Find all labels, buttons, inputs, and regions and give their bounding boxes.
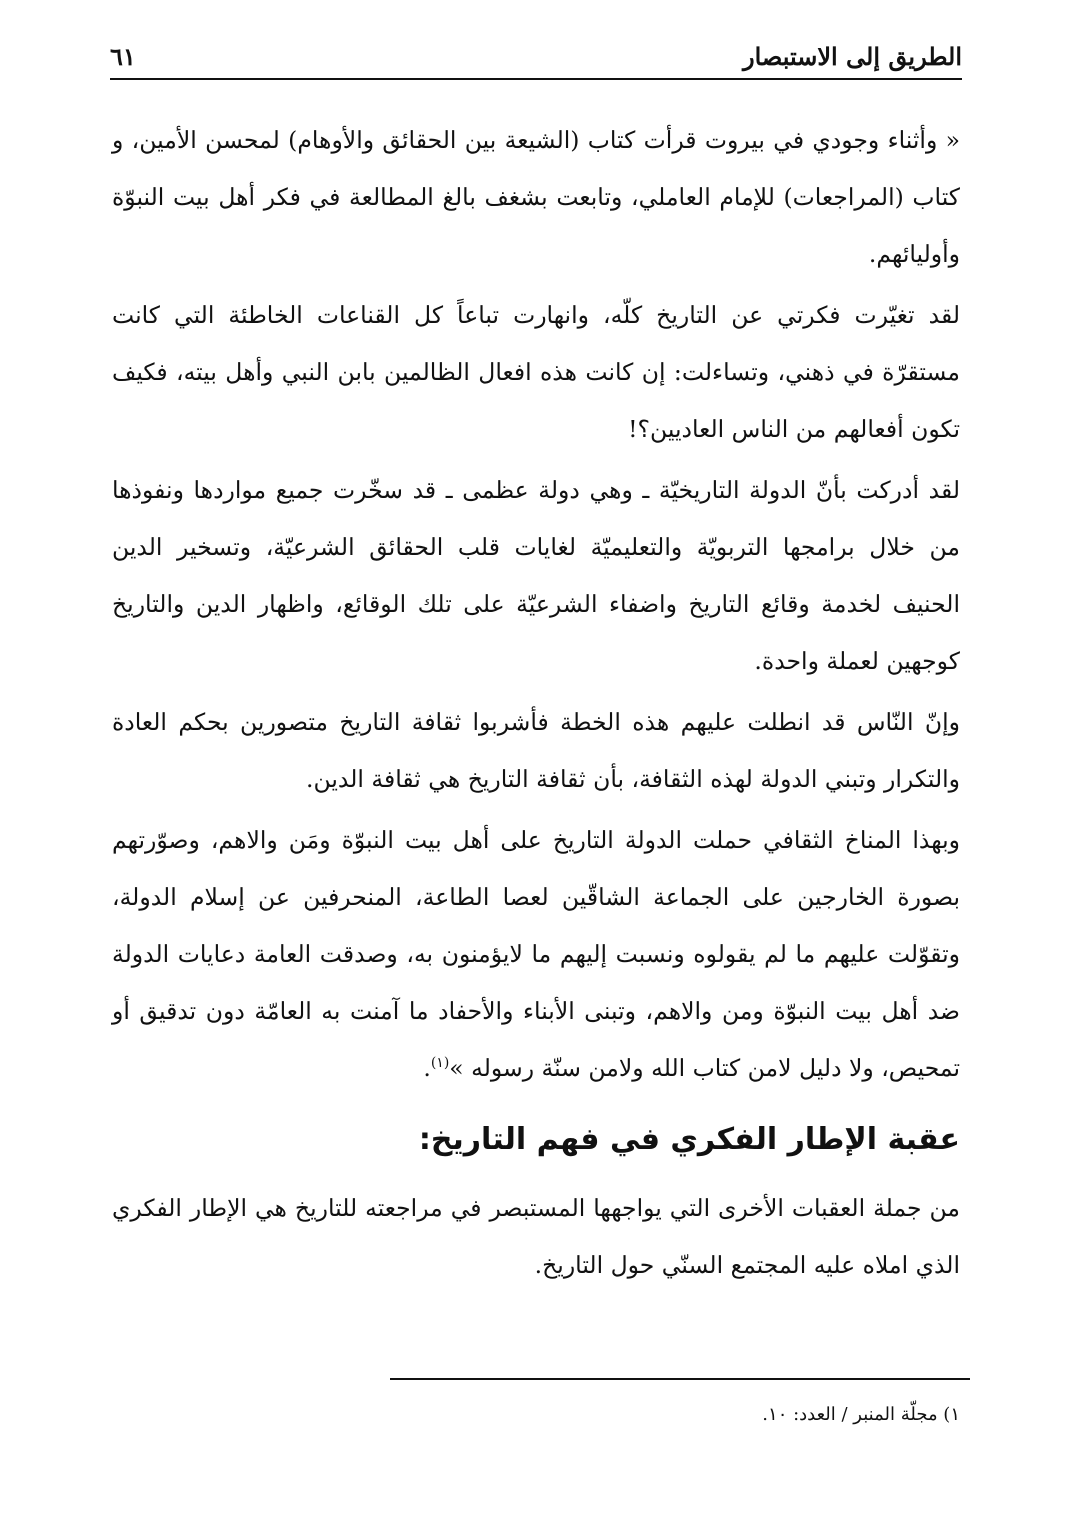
section-paragraph: من جملة العقبات الأخرى التي يواجهها المستبصر في مراجعته للتاريخ هي الإطار الفكري الذي املاه عليه المجتمع السنّي حول التاريخ.: [112, 1194, 960, 1279]
paragraph-5-period: .: [423, 1054, 431, 1082]
section-body: [112, 1180, 960, 1294]
footnote-divider: [390, 1378, 970, 1380]
footnote-reference: (١): [430, 1055, 450, 1072]
footnote: ١) مجلّة المنبر / العدد: ١٠.: [762, 1404, 960, 1425]
paragraph-1: « وأثناء وجودي في بيروت قرأت كتاب (الشيعة بين الحقائق والأوهام) لمحسن الأمين، و كتاب (المراجعات) للإمام العاملي، وتابعت بشغف بالغ المطالعة في فكر أهل بيت النبوّة وأوليائهم.: [112, 126, 960, 268]
paragraph-3: لقد أدركت بأنّ الدولة التاريخيّة ـ وهي دولة عظمى ـ قد سخّرت جميع مواردها ونفوذها من خلال برامجها التربويّة والتعليميّة لغايات قلب الحقائق الشرعيّة، وتسخير الدين الحنيف لخدمة وقائع التاريخ واضفاء الشرعيّة على تلك الوقائع، واظهار الدين والتاريخ كوجهين لعملة واحدة.: [112, 476, 960, 675]
section-heading: عقبة الإطار الفكري في فهم التاريخ:: [418, 1122, 960, 1157]
paragraph-5: [112, 812, 960, 1097]
page-number: ٦١: [110, 42, 136, 71]
page-header: [110, 38, 962, 80]
quoted-passage: [112, 112, 960, 1101]
paragraph-2: لقد تغيّرت فكرتي عن التاريخ كلّه، وانهارت تباعاً كل القناعات الخاطئة التي كانت مستقرّة في ذهني، وتساءلت: إن كانت هذه افعال الظالمين بابن النبي وأهل بيته، فكيف تكون أفعالهم من الناس العاديين؟!: [112, 301, 960, 443]
paragraph-4: وإنّ النّاس قد انطلت عليهم هذه الخطة فأشربوا ثقافة التاريخ متصورين بحكم العادة والتكرار وتبني الدولة لهذه الثقافة، بأن ثقافة التاريخ هي ثقافة الدين.: [112, 708, 960, 793]
paragraph-5-text: وبهذا المناخ الثقافي حملت الدولة التاريخ على أهل بيت النبوّة ومَن والاهم، وصوّرتهم بصورة الخارجين على الجماعة الشاقّين لعصا الطاعة، المنحرفين عن إسلام الدولة، وتقوّلت عليهم ما لم يقولوه ونسبت إليهم ما لايؤمنون به، وصدقت العامة دعايات الدولة ضد أهل بيت النبوّة ومن والاهم، وتبنى الأبناء والأحفاد ما آمنت به العامّة دون تدقيق أو تمحيص، ولا دليل لامن كتاب الله ولامن سنّة رسوله »: [112, 826, 960, 1082]
running-title: الطريق إلى الاستبصار: [743, 42, 962, 71]
